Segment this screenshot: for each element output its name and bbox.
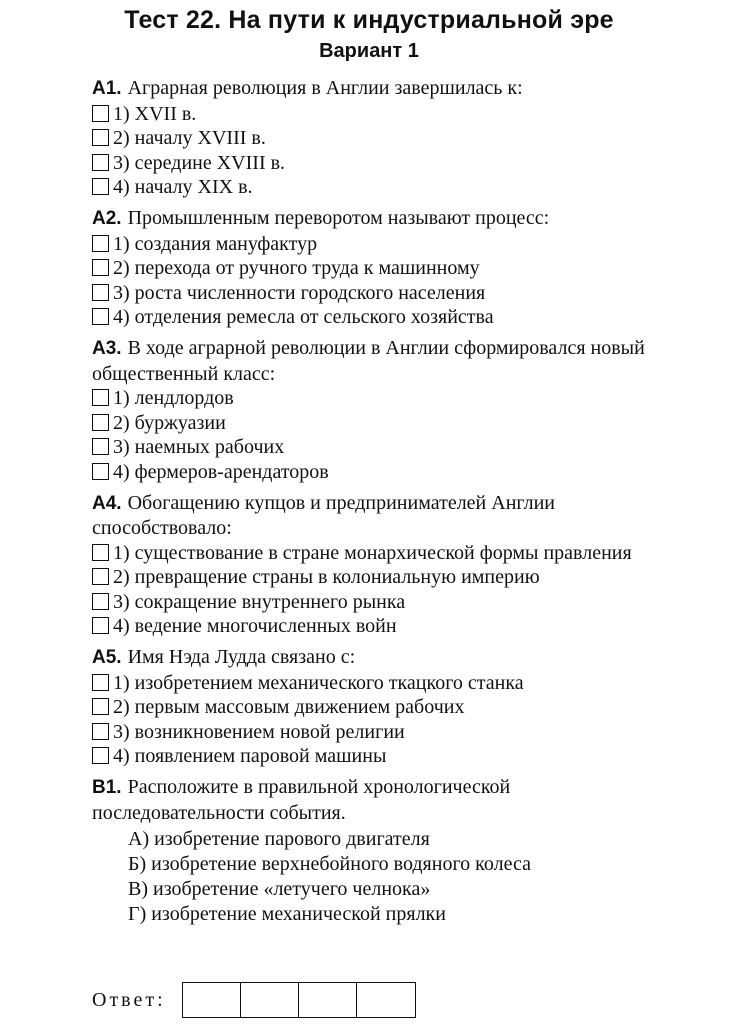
answer-option <box>92 305 658 330</box>
option-label: 3) роста численности городского населения <box>113 281 486 304</box>
question-a1 <box>92 76 658 200</box>
test-title: Тест 22. На пути к индустриальной эре <box>124 6 614 34</box>
events-list <box>128 827 658 927</box>
option-label: 1) изобретением механического ткацкого станка <box>113 671 524 694</box>
option-checkbox[interactable] <box>92 438 109 455</box>
event-item: А) изобретение парового двигателя <box>128 828 430 851</box>
option-label: 3) наемных рабочих <box>113 436 285 459</box>
option-checkbox[interactable] <box>92 723 109 740</box>
answer-cell[interactable] <box>299 983 357 1017</box>
answer-option <box>92 460 658 485</box>
question-prompt: Промышленным переворотом называют процесс: <box>127 206 550 229</box>
option-checkbox[interactable] <box>92 389 109 406</box>
answer-option <box>92 175 658 200</box>
event-item: Б) изобретение верхнебойного водяного колеса <box>128 853 531 876</box>
option-label: 2) первым массовым движением рабочих <box>113 696 465 719</box>
answer-option <box>92 671 658 696</box>
option-checkbox[interactable] <box>92 308 109 325</box>
question-text <box>92 491 658 541</box>
question-prompt: Имя Нэда Лудда связано с: <box>127 646 356 669</box>
questions-container <box>92 76 658 933</box>
option-checkbox[interactable] <box>92 674 109 691</box>
answer-row <box>92 982 416 1018</box>
answer-option <box>92 126 658 151</box>
question-text <box>92 206 658 232</box>
question-number: А4. <box>92 492 122 514</box>
option-checkbox[interactable] <box>92 698 109 715</box>
option-checkbox[interactable] <box>92 178 109 195</box>
question-number: А2. <box>92 207 122 229</box>
question-prompt: Расположите в правильной хронологической последовательности события. <box>92 776 511 824</box>
question-number: А1. <box>92 78 122 99</box>
event-item: Г) изобретение механической прялки <box>128 903 446 926</box>
option-label: 4) ведение многочисленных войн <box>113 615 397 638</box>
option-label: 1) лендлордов <box>113 387 234 410</box>
option-checkbox[interactable] <box>92 129 109 146</box>
answer-grid <box>182 982 416 1018</box>
option-label: 1) создания мануфактур <box>113 232 318 255</box>
option-checkbox[interactable] <box>92 463 109 480</box>
question-text <box>92 76 658 102</box>
question-number: А5. <box>92 647 122 669</box>
answer-option <box>92 411 658 436</box>
question-number: В1. <box>92 777 122 799</box>
question-number: А3. <box>92 337 122 359</box>
variant-heading: Вариант 1 <box>319 40 419 62</box>
option-checkbox[interactable] <box>92 105 109 122</box>
option-checkbox[interactable] <box>92 544 109 561</box>
answer-option <box>92 256 658 281</box>
answer-option <box>92 281 658 306</box>
answer-option <box>92 435 658 460</box>
option-label: 3) сокращение внутреннего рынка <box>113 590 406 613</box>
option-label: 2) буржуазии <box>113 411 226 434</box>
option-label: 3) середине XVIII в. <box>113 151 286 174</box>
option-checkbox[interactable] <box>92 617 109 634</box>
option-label: 3) возникновением новой религии <box>113 720 405 743</box>
answer-option <box>92 720 658 745</box>
question-a2 <box>92 206 658 330</box>
answer-option <box>92 386 658 411</box>
answer-option <box>92 541 658 566</box>
answer-option <box>92 232 658 257</box>
question-a3 <box>92 336 658 485</box>
event-item: В) изобретение «летучего челнока» <box>128 878 431 901</box>
option-label: 2) перехода от ручного труда к машинному <box>113 257 480 280</box>
option-label: 4) фермеров-арендаторов <box>113 460 329 483</box>
option-label: 1) существование в стране монархической формы правления <box>113 541 632 564</box>
answer-cell[interactable] <box>241 983 299 1017</box>
question-text <box>92 775 658 825</box>
option-checkbox[interactable] <box>92 235 109 252</box>
option-checkbox[interactable] <box>92 259 109 276</box>
answer-label: Ответ: <box>92 988 166 1011</box>
question-b1 <box>92 775 658 927</box>
question-text <box>92 336 658 386</box>
option-checkbox[interactable] <box>92 747 109 764</box>
option-checkbox[interactable] <box>92 154 109 171</box>
answer-option <box>92 744 658 769</box>
answer-cell[interactable] <box>357 983 415 1017</box>
question-a4 <box>92 491 658 640</box>
option-checkbox[interactable] <box>92 593 109 610</box>
question-prompt: Обогащению купцов и предпринимателей Англии способствовало: <box>92 491 555 540</box>
answer-option <box>92 102 658 127</box>
answer-option <box>92 695 658 720</box>
answer-option <box>92 565 658 590</box>
option-label: 4) началу XIX в. <box>113 176 253 199</box>
option-label: 4) появлением паровой машины <box>113 745 387 768</box>
option-checkbox[interactable] <box>92 414 109 431</box>
answer-cell[interactable] <box>183 983 241 1017</box>
answer-option <box>92 151 658 176</box>
option-label: 1) XVII в. <box>113 102 197 125</box>
option-checkbox[interactable] <box>92 568 109 585</box>
answer-option <box>92 614 658 639</box>
question-a5 <box>92 645 658 769</box>
question-prompt: Аграрная революция в Англии завершилась к: <box>127 77 523 99</box>
answer-option <box>92 590 658 615</box>
question-prompt: В ходе аграрной революции в Англии сформировался новый общественный класс: <box>92 336 645 385</box>
question-text <box>92 645 658 671</box>
option-label: 4) отделения ремесла от сельского хозяйства <box>113 306 494 329</box>
option-checkbox[interactable] <box>92 284 109 301</box>
option-label: 2) началу XVIII в. <box>113 127 266 150</box>
option-label: 2) превращение страны в колониальную империю <box>113 566 540 589</box>
